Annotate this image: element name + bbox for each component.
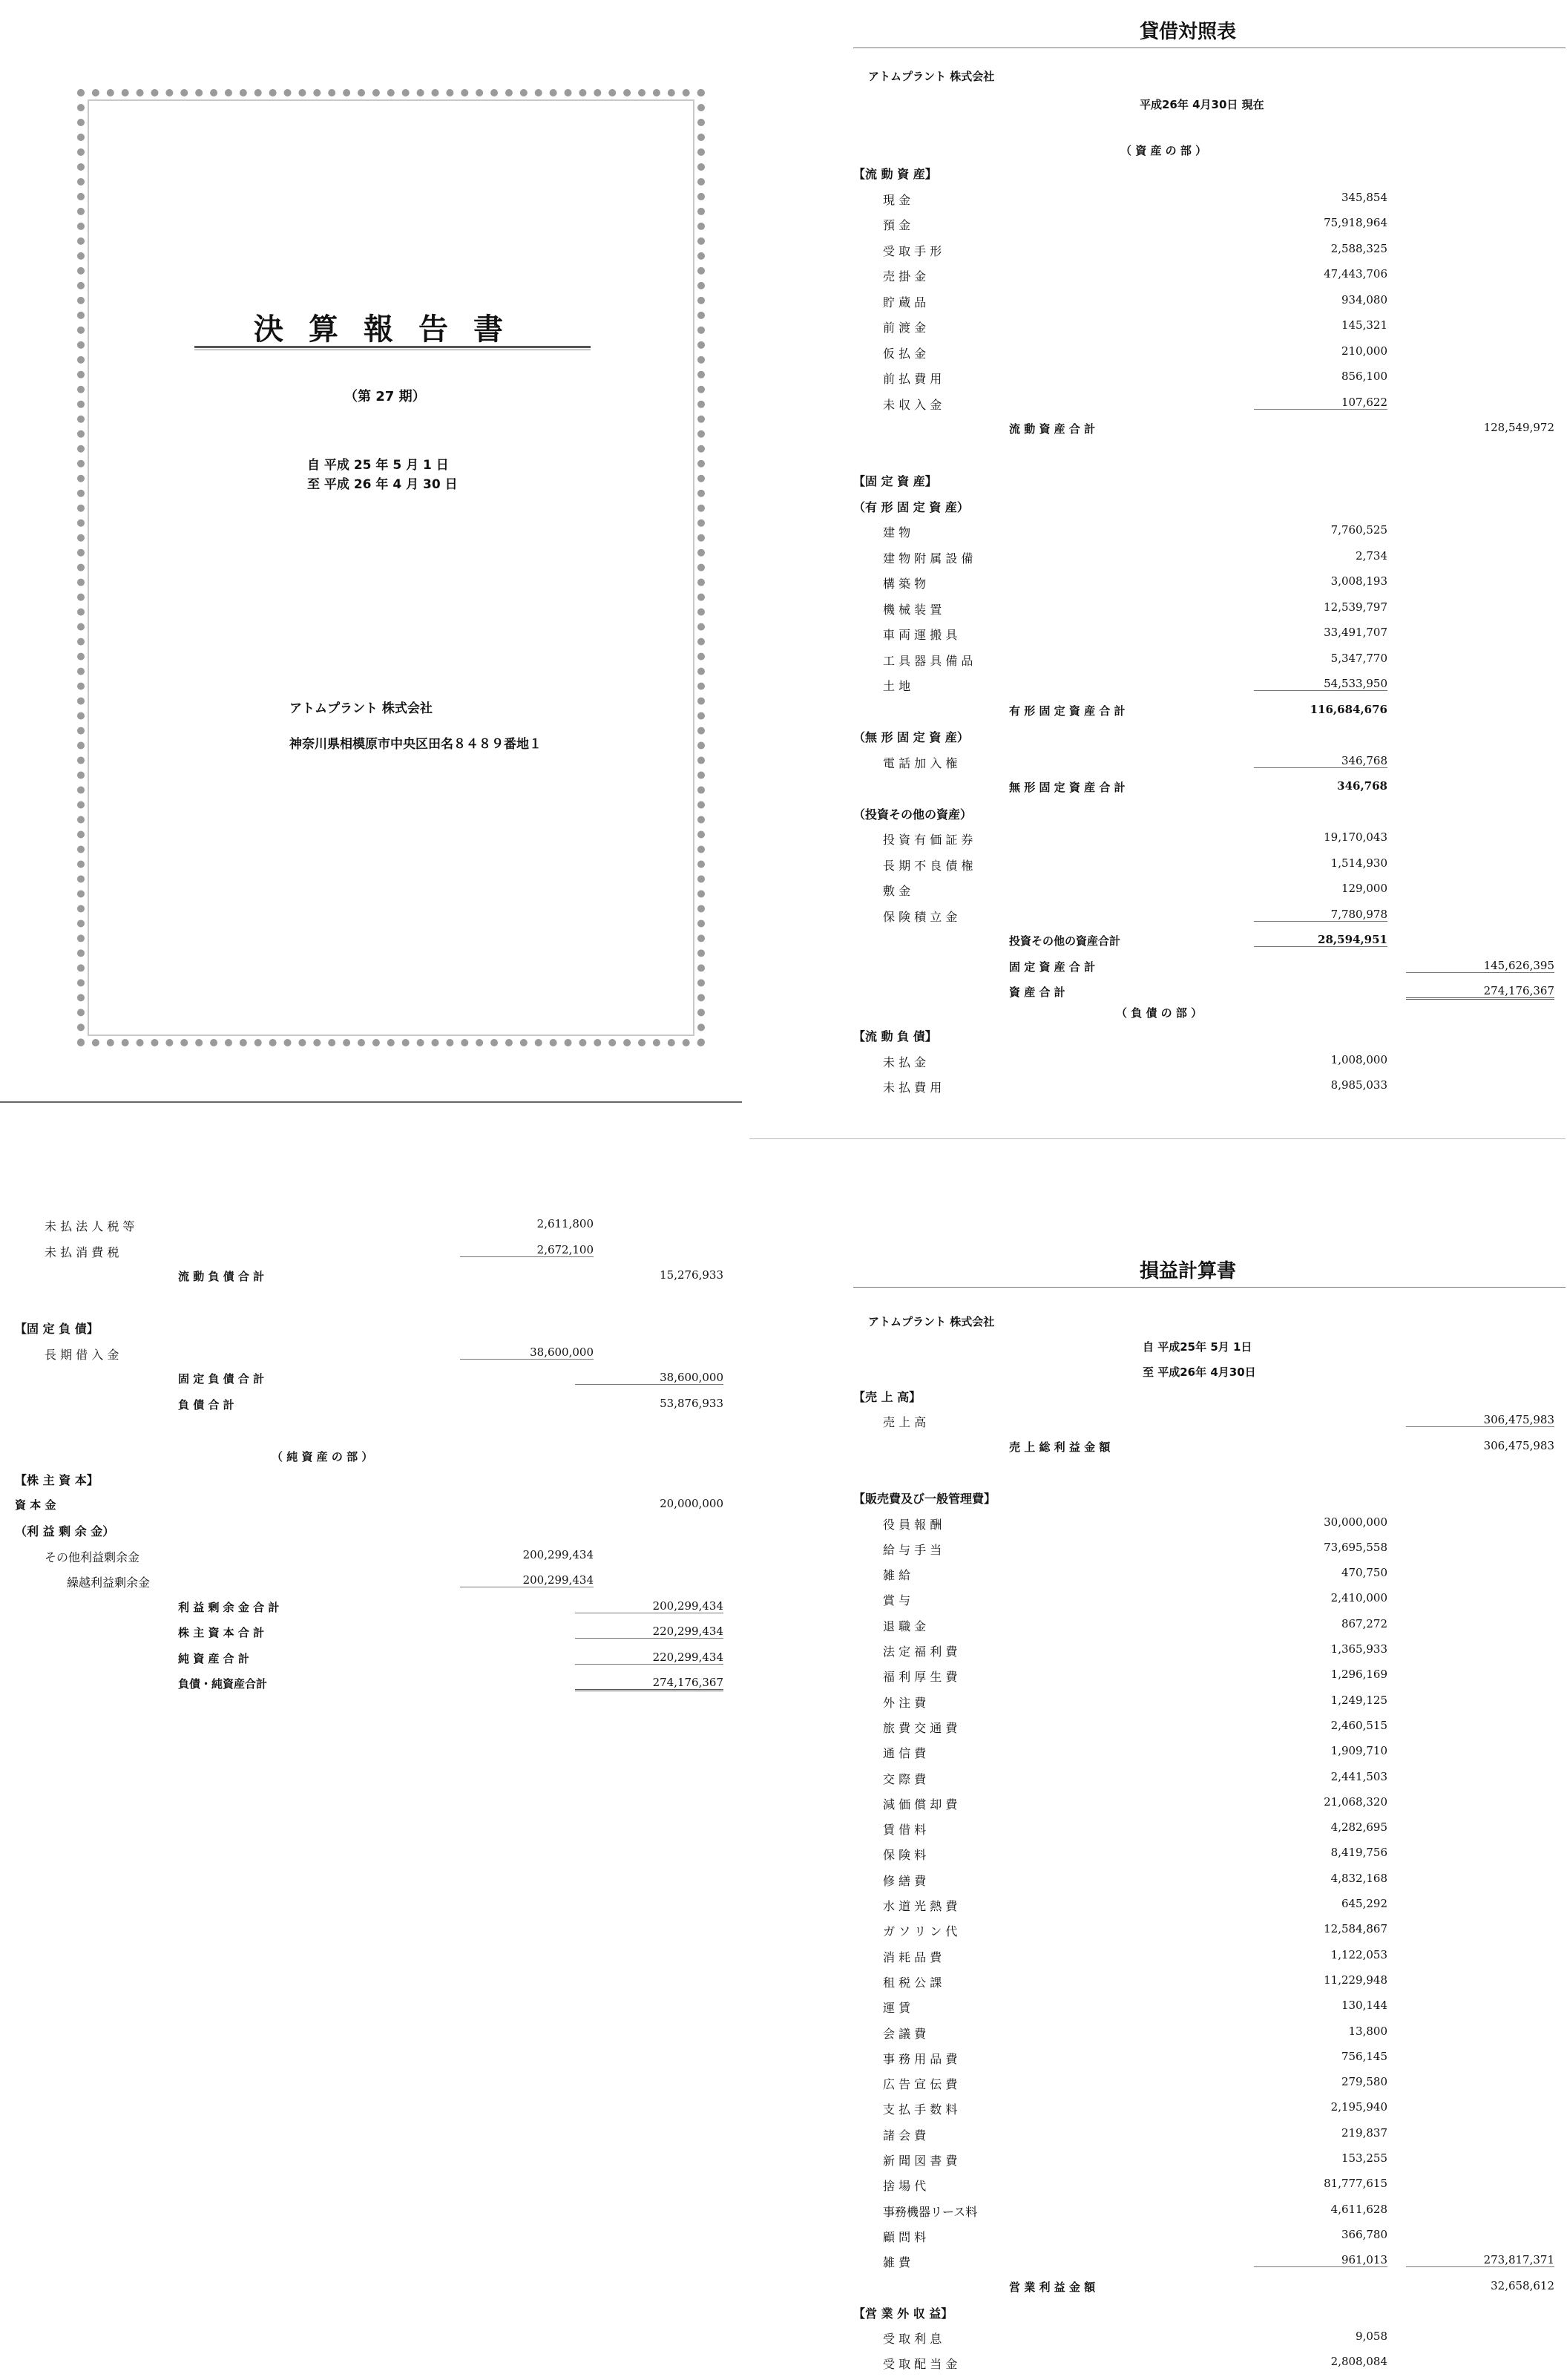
amount-value: 2,588,325 — [1330, 241, 1387, 255]
total-amount-value: 15,276,933 — [660, 1268, 723, 1282]
amount-value: 5,347,770 — [1330, 651, 1387, 665]
account-label: 外 注 費 — [883, 1695, 927, 1710]
account-label: 新 聞 図 書 費 — [883, 2154, 958, 2168]
total-amount-value: 200,299,434 — [575, 1599, 723, 1613]
account-label: 貯 蔵 品 — [883, 295, 927, 309]
date-from: 自 平成 25 年 5 月 1 日 — [307, 458, 449, 473]
account-label: 土 地 — [883, 679, 911, 693]
line-item-row — [853, 908, 1566, 933]
account-label: 資 産 合 計 — [1009, 986, 1065, 999]
section-heading — [853, 728, 1566, 753]
account-label: 保 険 積 立 金 — [883, 909, 958, 924]
title-rule — [853, 1287, 1566, 1288]
decorative-border — [77, 89, 705, 1046]
total-amount-value: 306,475,983 — [1406, 1413, 1554, 1427]
line-item-row — [853, 2126, 1566, 2151]
amount-value: 9,058 — [1356, 2330, 1387, 2344]
account-label: 無 形 固 定 資 産 合 計 — [1009, 781, 1126, 794]
line-item-row — [853, 1948, 1566, 1973]
amount-value: 8,985,033 — [1330, 1078, 1387, 1092]
amount-value: 33,491,707 — [1324, 626, 1387, 639]
section-heading — [853, 165, 1566, 190]
company-name: アトムプラント 株式会社 — [289, 701, 433, 716]
page-edge — [749, 1138, 1566, 1139]
assets-section-header: （ 資 産 の 部 ） — [1120, 144, 1207, 157]
line-item-row — [853, 1694, 1566, 1719]
total-amount-value: 273,817,371 — [1406, 2253, 1554, 2267]
account-label: 現 金 — [883, 192, 911, 207]
cover-title: 決算報告書 — [254, 312, 528, 347]
account-label: 受 取 利 息 — [883, 2332, 942, 2347]
account-label: （投資その他の資産） — [853, 807, 973, 822]
amount-value: 1,365,933 — [1330, 1642, 1387, 1656]
account-label: 保 険 料 — [883, 1848, 927, 1863]
income-statement-page — [853, 1254, 1566, 2372]
total-row — [853, 984, 1566, 1009]
amount-value: 210,000 — [1341, 344, 1387, 358]
amount-value: 54,533,950 — [1254, 677, 1387, 691]
line-item-row — [853, 242, 1566, 267]
amount-value: 107,622 — [1254, 396, 1387, 410]
line-item-row — [15, 1217, 712, 1242]
line-item-row — [853, 2330, 1566, 2355]
total-row — [15, 1676, 723, 1701]
line-item-row — [853, 1922, 1566, 1947]
cover-page — [77, 89, 705, 1046]
account-label: 負 債 合 計 — [178, 1397, 234, 1412]
company-name: アトムプラント 株式会社 — [868, 70, 995, 83]
line-item-row — [853, 2151, 1566, 2177]
line-item-row — [853, 1897, 1566, 1922]
amount-value: 219,837 — [1341, 2125, 1387, 2140]
account-label: 未 払 費 用 — [883, 1081, 942, 1095]
amount-value: 345,854 — [1341, 190, 1387, 204]
amount-value: 2,672,100 — [460, 1243, 594, 1257]
account-label: 租 税 公 課 — [883, 1975, 942, 1990]
account-label: 流 動 資 産 合 計 — [1009, 422, 1096, 436]
section-heading — [853, 2304, 1566, 2330]
line-item-row — [853, 267, 1566, 292]
account-label: 支 払 手 数 料 — [883, 2102, 958, 2117]
account-label: 【株 主 資 本】 — [15, 1473, 99, 1487]
account-label: 水 道 光 熱 費 — [883, 1899, 958, 1913]
amount-value: 867,272 — [1341, 1616, 1387, 1630]
balance-sheet-continued-page — [15, 1217, 723, 1737]
total-row — [853, 933, 1566, 958]
account-label: （無 形 固 定 資 産） — [853, 730, 969, 744]
amount-value: 470,750 — [1341, 1566, 1387, 1580]
account-label: 雑 給 — [883, 1568, 911, 1583]
line-item-row — [853, 293, 1566, 318]
title-rule — [853, 47, 1566, 48]
account-label: 前 渡 金 — [883, 321, 927, 335]
amount-value: 8,419,756 — [1330, 1846, 1387, 1860]
amount-value: 2,410,000 — [1330, 1591, 1387, 1605]
line-item-row — [853, 549, 1566, 574]
account-label: 機 械 装 置 — [883, 602, 942, 617]
account-label: 賞 与 — [883, 1593, 911, 1608]
account-label: 法 定 福 利 費 — [883, 1645, 958, 1659]
balance-sheet-title: 貸借対照表 — [1140, 21, 1237, 43]
account-label: 旅 費 交 通 費 — [883, 1720, 958, 1735]
line-item-row — [853, 191, 1566, 216]
account-label: 退 職 金 — [883, 1619, 927, 1633]
account-label: 売 掛 金 — [883, 269, 927, 283]
total-amount-value: 20,000,000 — [660, 1496, 723, 1510]
account-label: 給 与 手 当 — [883, 1542, 942, 1557]
account-label: 広 告 宣 伝 費 — [883, 2077, 958, 2092]
line-item-row — [853, 1719, 1566, 1744]
total-row — [15, 1650, 723, 1676]
line-item-row — [853, 1999, 1566, 2024]
line-item-row — [853, 830, 1566, 856]
account-label: 運 賃 — [883, 2001, 911, 2016]
fiscal-period: （第 27 期） — [344, 389, 426, 404]
amount-value: 75,918,964 — [1324, 216, 1387, 229]
net-assets-section-header: （ 純 資 産 の 部 ） — [272, 1450, 373, 1463]
amount-value: 1,008,000 — [1330, 1052, 1387, 1066]
amount-value: 856,100 — [1341, 370, 1387, 383]
line-item-row — [853, 754, 1566, 779]
account-label: 工 具 器 具 備 品 — [883, 653, 973, 668]
total-row — [15, 1371, 723, 1396]
account-label: 投資その他の資産合計 — [1009, 934, 1121, 948]
line-item-row — [15, 1573, 712, 1599]
amount-value: 153,255 — [1341, 2151, 1387, 2165]
line-item-row — [853, 2253, 1566, 2278]
line-item-row — [853, 600, 1566, 626]
line-item-row — [15, 1496, 723, 1522]
line-item-row — [15, 1243, 712, 1268]
account-label: 賃 借 料 — [883, 1823, 927, 1838]
amount-value: 200,299,434 — [522, 1547, 594, 1561]
total-row — [853, 959, 1566, 984]
line-item-row — [853, 1541, 1566, 1566]
account-label: 売 上 高 — [883, 1415, 927, 1430]
line-item-row — [853, 523, 1566, 548]
line-item-row — [853, 1744, 1566, 1769]
page-edge — [0, 1101, 742, 1103]
amount-value: 28,594,951 — [1254, 933, 1387, 947]
line-item-row — [853, 652, 1566, 677]
line-item-row — [853, 1846, 1566, 1871]
section-heading — [15, 1320, 712, 1345]
account-label: 諸 会 費 — [883, 2128, 927, 2143]
line-item-row — [853, 1078, 1566, 1104]
account-label: 【流 動 負 債】 — [853, 1029, 937, 1043]
line-item-row — [853, 2355, 1566, 2380]
date-from: 自 平成25年 5月 1日 — [1143, 1340, 1252, 1354]
line-item-row — [853, 2203, 1566, 2228]
section-heading — [853, 472, 1566, 497]
as-of-date: 平成26年 4月30日 現在 — [1140, 98, 1264, 111]
amount-value: 756,145 — [1341, 2049, 1387, 2063]
account-label: 福 利 厚 生 費 — [883, 1670, 958, 1685]
account-label: 敷 金 — [883, 884, 911, 898]
amount-value: 346,768 — [1254, 754, 1387, 768]
account-label: 交 際 費 — [883, 1771, 927, 1786]
amount-value: 2,808,084 — [1330, 2355, 1387, 2369]
total-amount-value: 306,475,983 — [1483, 1438, 1554, 1452]
line-item-row — [853, 1973, 1566, 1999]
account-label: 【流 動 資 産】 — [853, 167, 937, 181]
section-heading — [853, 805, 1566, 830]
amount-value: 2,460,515 — [1330, 1718, 1387, 1732]
account-label: 仮 払 金 — [883, 346, 927, 361]
total-amount-value: 274,176,367 — [575, 1676, 723, 1691]
total-row — [853, 2279, 1566, 2304]
income-statement-title: 損益計算書 — [1140, 1260, 1237, 1282]
account-label: 未 払 金 — [883, 1055, 927, 1069]
amount-value: 961,013 — [1254, 2253, 1387, 2267]
line-item-row — [853, 1515, 1566, 1541]
account-label: 利 益 剰 余 金 合 計 — [178, 1600, 280, 1614]
amount-value: 346,768 — [1337, 779, 1387, 793]
account-label: 資 本 金 — [15, 1498, 56, 1512]
line-item-row — [853, 1591, 1566, 1616]
line-item-row — [15, 1345, 712, 1371]
account-label: 【販売費及び一般管理費】 — [853, 1492, 996, 1507]
total-amount-value: 220,299,434 — [575, 1625, 723, 1639]
line-item-row — [853, 1642, 1566, 1668]
amount-value: 11,229,948 — [1324, 1973, 1387, 1987]
line-item-row — [853, 1617, 1566, 1642]
total-row — [15, 1599, 723, 1625]
section-heading — [853, 1489, 1566, 1515]
total-row — [853, 1439, 1566, 1464]
account-label: 長 期 借 入 金 — [45, 1347, 119, 1362]
account-label: 投 資 有 価 証 券 — [883, 833, 973, 847]
liabilities-section-header: （ 負 債 の 部 ） — [1116, 1006, 1203, 1020]
amount-value: 129,000 — [1341, 882, 1387, 895]
account-label: 負債・純資産合計 — [178, 1677, 268, 1691]
account-label: 未 収 入 金 — [883, 397, 942, 412]
account-label: （有 形 固 定 資 産） — [853, 499, 969, 514]
amount-value: 934,080 — [1341, 292, 1387, 306]
amount-value: 7,780,978 — [1254, 908, 1387, 922]
total-row — [15, 1396, 723, 1422]
date-to: 至 平成 26 年 4 月 30 日 — [307, 477, 458, 492]
amount-value: 1,249,125 — [1330, 1693, 1387, 1707]
amount-value: 19,170,043 — [1324, 830, 1387, 844]
account-label: 未 払 消 費 税 — [45, 1245, 119, 1259]
line-item-row — [853, 2050, 1566, 2075]
account-label: 【営 業 外 収 益】 — [853, 2306, 953, 2321]
amount-value: 130,144 — [1341, 1999, 1387, 2013]
line-item-row — [853, 1872, 1566, 1897]
date-to: 至 平成26年 4月30日 — [1143, 1366, 1256, 1379]
total-amount-value: 274,176,367 — [1406, 984, 1554, 1000]
account-label: 固 定 負 債 合 計 — [178, 1372, 265, 1386]
total-amount-value: 128,549,972 — [1483, 421, 1554, 434]
total-amount-value: 145,626,395 — [1406, 959, 1554, 973]
account-label: 有 形 固 定 資 産 合 計 — [1009, 704, 1126, 718]
account-label: 株 主 資 本 合 計 — [178, 1626, 265, 1639]
account-label: 構 築 物 — [883, 577, 927, 591]
account-label: 【固 定 負 債】 — [15, 1322, 99, 1336]
account-label: 純 資 産 合 計 — [178, 1651, 249, 1665]
account-label: 繰越利益剰余金 — [67, 1576, 151, 1590]
account-label: 【固 定 資 産】 — [853, 474, 937, 488]
amount-value: 47,443,706 — [1324, 267, 1387, 281]
line-item-row — [15, 1294, 712, 1320]
total-row — [853, 779, 1566, 804]
line-item-row — [853, 2177, 1566, 2202]
account-label: 事務機器リース料 — [883, 2204, 978, 2219]
line-item-row — [853, 2075, 1566, 2100]
amount-value: 1,514,930 — [1330, 856, 1387, 870]
amount-value: 200,299,434 — [460, 1573, 594, 1587]
amount-value: 1,122,053 — [1330, 1947, 1387, 1961]
line-item-row — [853, 2100, 1566, 2125]
amount-value: 279,580 — [1341, 2075, 1387, 2089]
account-label: 会 議 費 — [883, 2026, 927, 2041]
line-item-row — [853, 1566, 1566, 1591]
account-label: 電 話 加 入 権 — [883, 755, 958, 770]
amount-value: 21,068,320 — [1324, 1794, 1387, 1809]
account-label: 長 期 不 良 債 権 — [883, 858, 973, 873]
total-amount-value: 220,299,434 — [575, 1650, 723, 1665]
line-item-row — [853, 1795, 1566, 1820]
line-item-row — [853, 396, 1566, 421]
company-address: 神奈川県相模原市中央区田名８４８９番地１ — [289, 737, 542, 752]
line-item-row — [853, 856, 1566, 882]
total-row — [853, 703, 1566, 728]
account-label: 固 定 資 産 合 計 — [1009, 960, 1096, 974]
account-label: 事 務 用 品 費 — [883, 2051, 958, 2066]
line-item-row — [853, 1770, 1566, 1795]
line-item-row — [853, 344, 1566, 370]
amount-value: 13,800 — [1348, 2024, 1387, 2038]
account-label: その他利益剰余金 — [45, 1550, 140, 1564]
total-amount-value: 53,876,933 — [660, 1396, 723, 1410]
account-label: 前 払 費 用 — [883, 372, 942, 386]
account-label: 修 繕 費 — [883, 1873, 927, 1888]
account-label: 車 両 運 搬 具 — [883, 628, 958, 642]
balance-sheet-page — [853, 0, 1566, 1113]
amount-value: 81,777,615 — [1324, 2177, 1387, 2191]
amount-value: 38,600,000 — [460, 1345, 594, 1360]
title-underline — [194, 346, 591, 350]
amount-value: 145,321 — [1341, 318, 1387, 332]
account-label: 預 金 — [883, 218, 911, 232]
line-item-row — [853, 1668, 1566, 1693]
line-item-row — [15, 1548, 712, 1573]
section-heading — [15, 1522, 712, 1547]
period-dates — [307, 456, 458, 494]
amount-value: 2,611,800 — [536, 1217, 594, 1230]
line-item-row — [853, 447, 1566, 472]
total-row — [853, 421, 1566, 446]
account-label: 【売 上 高】 — [853, 1390, 922, 1404]
account-label: 未 払 法 人 税 等 — [45, 1219, 135, 1233]
amount-value: 1,909,710 — [1330, 1744, 1387, 1758]
line-item-row — [853, 1820, 1566, 1846]
account-label: 役 員 報 酬 — [883, 1517, 942, 1532]
company-name: アトムプラント 株式会社 — [868, 1315, 995, 1328]
line-item-row — [853, 216, 1566, 241]
amount-value: 7,760,525 — [1330, 523, 1387, 537]
amount-value: 645,292 — [1341, 1897, 1387, 1910]
amount-value: 116,684,676 — [1310, 702, 1387, 716]
account-label: 雑 費 — [883, 2255, 911, 2270]
account-label: 流 動 負 債 合 計 — [178, 1270, 265, 1283]
account-label: 受 取 手 形 — [883, 243, 942, 258]
section-heading — [853, 1388, 1566, 1413]
amount-value: 2,441,503 — [1330, 1769, 1387, 1783]
amount-value: 4,611,628 — [1330, 2202, 1387, 2216]
amount-value: 3,008,193 — [1330, 574, 1387, 588]
amount-value: 12,539,797 — [1324, 600, 1387, 614]
account-label: 消 耗 品 費 — [883, 1950, 942, 1964]
line-item-row — [853, 1053, 1566, 1078]
account-label: 受 取 配 当 金 — [883, 2357, 958, 2372]
total-row — [15, 1268, 723, 1294]
line-item-row — [853, 370, 1566, 395]
account-label: 建 物 — [883, 525, 911, 540]
line-item-row — [853, 626, 1566, 651]
line-item-row — [853, 2025, 1566, 2050]
account-label: 通 信 費 — [883, 1746, 927, 1761]
line-item-row — [853, 1464, 1566, 1489]
account-label: ガ ソ リ ン 代 — [883, 1924, 958, 1939]
line-item-row — [853, 677, 1566, 702]
amount-value: 366,780 — [1341, 2227, 1387, 2241]
amount-value: 2,195,940 — [1330, 2100, 1387, 2114]
amount-value: 12,584,867 — [1324, 1922, 1387, 1936]
amount-value: 4,282,695 — [1330, 1820, 1387, 1835]
line-item-row — [853, 1413, 1566, 1438]
amount-value: 4,832,168 — [1330, 1871, 1387, 1885]
total-amount-value: 32,658,612 — [1491, 2278, 1554, 2292]
amount-value: 2,734 — [1356, 548, 1387, 563]
account-label: 顧 問 料 — [883, 2229, 927, 2244]
account-label: 建 物 附 属 設 備 — [883, 551, 973, 566]
amount-value: 73,695,558 — [1324, 1540, 1387, 1554]
line-item-row — [853, 574, 1566, 600]
account-label: 減 価 償 却 費 — [883, 1797, 958, 1812]
line-item-row — [853, 2228, 1566, 2253]
amount-value: 30,000,000 — [1324, 1515, 1387, 1529]
amount-value: 1,296,169 — [1330, 1668, 1387, 1682]
account-label: （利 益 剰 余 金） — [15, 1524, 115, 1538]
section-heading — [853, 498, 1566, 523]
line-item-row — [853, 318, 1566, 344]
account-label: 捨 場 代 — [883, 2179, 927, 2194]
section-heading — [15, 1471, 712, 1496]
total-row — [15, 1625, 723, 1650]
line-item-row — [853, 882, 1566, 907]
section-heading — [853, 1027, 1566, 1052]
total-amount-value: 38,600,000 — [575, 1371, 723, 1385]
account-label: 営 業 利 益 金 額 — [1009, 2280, 1096, 2294]
account-label: 売 上 総 利 益 金 額 — [1009, 1440, 1111, 1454]
